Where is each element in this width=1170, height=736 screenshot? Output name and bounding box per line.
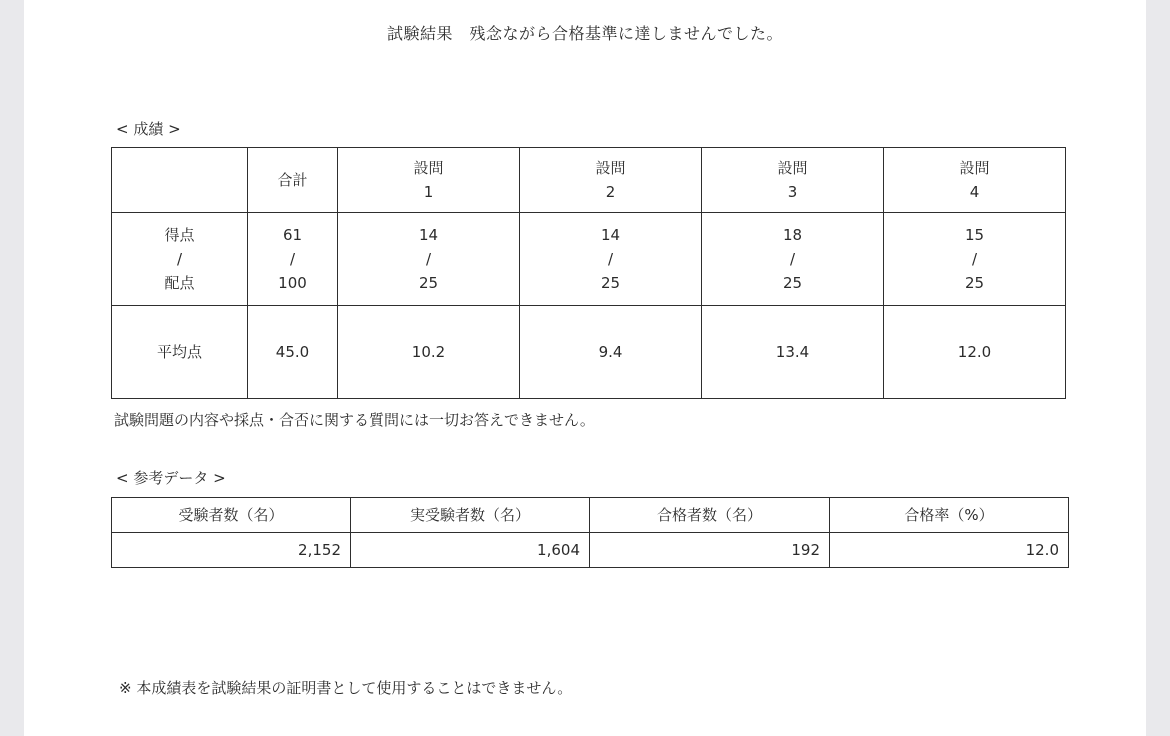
column-header-number: 1: [423, 183, 434, 201]
separator: /: [176, 250, 183, 268]
separator: /: [971, 250, 978, 268]
average-cell-q3: 13.4: [702, 306, 884, 399]
score-cell-q1: [338, 213, 520, 306]
score-value: 15: [964, 226, 985, 244]
score-cell-total: [248, 213, 338, 306]
inquiry-note: 試験問題の内容や採点・合否に関する質問には一切お答えできません。: [114, 411, 595, 429]
average-cell-q4: 12.0: [884, 306, 1066, 399]
column-header-number: 4: [969, 183, 980, 201]
score-label: 得点: [164, 226, 195, 244]
max-value: 100: [278, 274, 307, 292]
score-value: 14: [418, 226, 439, 244]
actual-examinees-header: 実受験者数（名）: [351, 498, 590, 533]
max-value: 25: [418, 274, 439, 292]
pass-rate-value: 12.0: [830, 533, 1069, 568]
score-cell-q3: [702, 213, 884, 306]
column-header-q1: [338, 148, 520, 213]
separator: /: [289, 250, 296, 268]
average-cell-q2: 9.4: [520, 306, 702, 399]
reference-section-label: < 参考データ >: [116, 469, 226, 487]
max-value: 25: [782, 274, 803, 292]
examinees-header: 受験者数（名）: [112, 498, 351, 533]
column-header-label: 合計: [277, 171, 308, 189]
score-value: 18: [782, 226, 803, 244]
passers-value: 192: [590, 533, 830, 568]
grades-section-label: < 成績 >: [116, 120, 181, 138]
score-row: [112, 213, 1066, 306]
column-header-q2: [520, 148, 702, 213]
certificate-disclaimer: ※ 本成績表を試験結果の証明書として使用することはできません。: [119, 679, 573, 697]
corner-cell: [112, 148, 248, 213]
column-header-label: 設問: [595, 159, 626, 177]
column-header-total: [248, 148, 338, 213]
reference-table: [111, 497, 1069, 568]
passers-header: 合格者数（名）: [590, 498, 830, 533]
average-cell-q1: 10.2: [338, 306, 520, 399]
result-title: 試験結果 残念ながら合格基準に達しませんでした。: [386, 24, 783, 43]
average-cell-total: 45.0: [248, 306, 338, 399]
column-header-label: 設問: [959, 159, 990, 177]
average-row: [112, 306, 1066, 399]
separator: /: [789, 250, 796, 268]
max-value: 25: [964, 274, 985, 292]
examinees-value: 2,152: [112, 533, 351, 568]
score-cell-q4: [884, 213, 1066, 306]
max-label: 配点: [164, 274, 195, 292]
column-header-q3: [702, 148, 884, 213]
average-row-label: 平均点: [112, 306, 248, 399]
reference-value-row: [112, 533, 1069, 568]
actual-examinees-value: 1,604: [351, 533, 590, 568]
column-header-number: 2: [605, 183, 616, 201]
max-value: 25: [600, 274, 621, 292]
reference-header-row: [112, 498, 1069, 533]
column-header-label: 設問: [413, 159, 444, 177]
score-row-label: [112, 213, 248, 306]
grades-header-row: [112, 148, 1066, 213]
grades-table: [111, 147, 1066, 399]
column-header-number: 3: [787, 183, 798, 201]
column-header-label: 設問: [777, 159, 808, 177]
pass-rate-header: 合格率（%）: [830, 498, 1069, 533]
score-cell-q2: [520, 213, 702, 306]
column-header-q4: [884, 148, 1066, 213]
score-value: 61: [282, 226, 303, 244]
score-value: 14: [600, 226, 621, 244]
separator: /: [607, 250, 614, 268]
separator: /: [425, 250, 432, 268]
